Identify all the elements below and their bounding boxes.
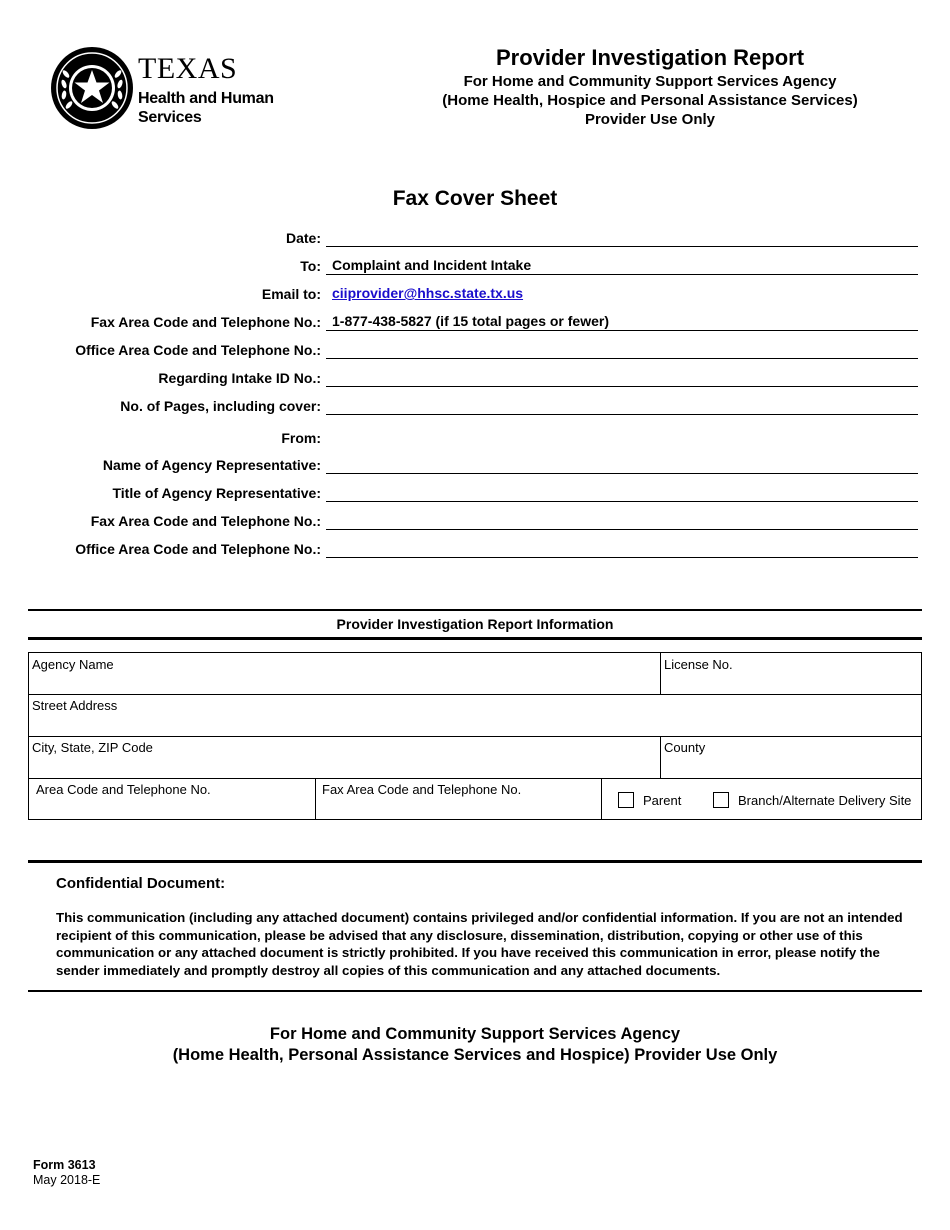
section-divider [28,637,922,640]
rep-title-field[interactable] [326,483,918,502]
section-divider [28,609,922,611]
intake-id-field[interactable] [326,368,918,387]
field-label: Office Area Code and Telephone No.: [75,342,321,358]
fax-field[interactable]: Fax Area Code and Telephone No. [322,782,522,797]
fax-row-fax-number [0,312,950,334]
texas-hhs-logo [50,44,280,134]
form-number: Form 3613 [33,1158,96,1172]
grid-line [29,694,921,695]
confidential-body: This communication (including any attached document) contains privileged and/or confidential information. If you are not an intended recipient of this communication, please be advised that any disclosure, dissemination, distribution, copying or other use of this communication or any attached document is strictly prohibited. If you have received this communication in error, please notify the sender immediately and promptly destroy all copies of this communication and any attached documents. [56,910,903,978]
field-label: Fax Area Code and Telephone No.: [90,513,321,529]
form-date: May 2018-E [33,1173,101,1187]
provider-info-grid [28,652,922,820]
email-field [326,284,918,303]
fax-row-rep-name [0,455,950,477]
rep-name-field[interactable] [326,455,918,474]
logo-texas-text: TEXAS [138,52,238,85]
field-label: Title of Agency Representative: [112,485,321,501]
field-label: No. of Pages, including cover: [120,398,321,414]
report-header [400,44,900,129]
fax-row-from [0,428,950,450]
fax-cover-title: Fax Cover Sheet [392,187,558,210]
fax-row-to [0,256,950,278]
fax-number-field[interactable]: 1-877-438-5827 (if 15 total pages or fewer) [326,312,918,331]
logo-line-1: Health and Human [138,90,274,107]
report-subtitle-3: Provider Use Only [584,111,716,128]
logo-subtitle [138,89,274,127]
fax-row-pages [0,396,950,418]
field-label: From: [281,430,321,446]
fax-row-date [0,228,950,250]
city-state-zip-field[interactable]: City, State, ZIP Code [32,740,153,755]
fax-row-from-fax [0,511,950,533]
field-label: To: [300,258,321,274]
fax-row-office-phone [0,340,950,362]
from-fax-field[interactable] [326,511,918,530]
parent-label: Parent [643,793,682,808]
field-label: Regarding Intake ID No.: [158,370,321,386]
report-subtitle-2: (Home Health, Hospice and Personal Assistance Services) [442,92,858,109]
confidential-title: Confidential Document: [56,875,226,892]
street-address-field[interactable]: Street Address [32,698,118,713]
license-no-field[interactable]: License No. [664,657,733,672]
email-link[interactable]: ciiprovider@hhsc.state.tx.us [332,285,524,301]
grid-line [660,653,661,694]
grid-line [29,778,921,779]
section-divider [28,860,922,863]
grid-line [29,736,921,737]
texas-seal-icon [50,44,134,132]
office-phone-field[interactable] [326,340,918,359]
agency-name-field[interactable]: Agency Name [32,657,114,672]
phone-field[interactable]: Area Code and Telephone No. [36,782,211,797]
footer-statement [0,1024,950,1066]
fax-row-from-office [0,539,950,561]
field-label: Office Area Code and Telephone No.: [75,541,321,557]
branch-label: Branch/Alternate Delivery Site [738,793,912,808]
field-label: Email to: [261,286,321,302]
report-title: Provider Investigation Report [495,45,805,70]
grid-line [660,736,661,778]
from-field [326,428,918,447]
to-field[interactable]: Complaint and Incident Intake [326,256,918,275]
footer-line-1: For Home and Community Support Services Agency [269,1025,681,1043]
report-subtitle-1: For Home and Community Support Services Agency [463,73,837,90]
grid-line [601,778,602,819]
fax-row-rep-title [0,483,950,505]
from-office-field[interactable] [326,539,918,558]
parent-checkbox[interactable] [618,792,634,808]
fax-row-email [0,284,950,306]
branch-checkbox[interactable] [713,792,729,808]
pages-field[interactable] [326,396,918,415]
info-section-title: Provider Investigation Report Information [336,616,614,632]
footer-line-2: (Home Health, Personal Assistance Services and Hospice) Provider Use Only [172,1046,778,1064]
field-label: Fax Area Code and Telephone No.: [90,314,321,330]
field-label: Name of Agency Representative: [102,457,321,473]
field-label: Date: [285,230,321,246]
date-field[interactable] [326,228,918,247]
logo-line-2: Services [138,109,202,126]
grid-line [315,778,316,819]
section-divider [28,990,922,992]
fax-row-intake-id [0,368,950,390]
county-field[interactable]: County [664,740,706,755]
